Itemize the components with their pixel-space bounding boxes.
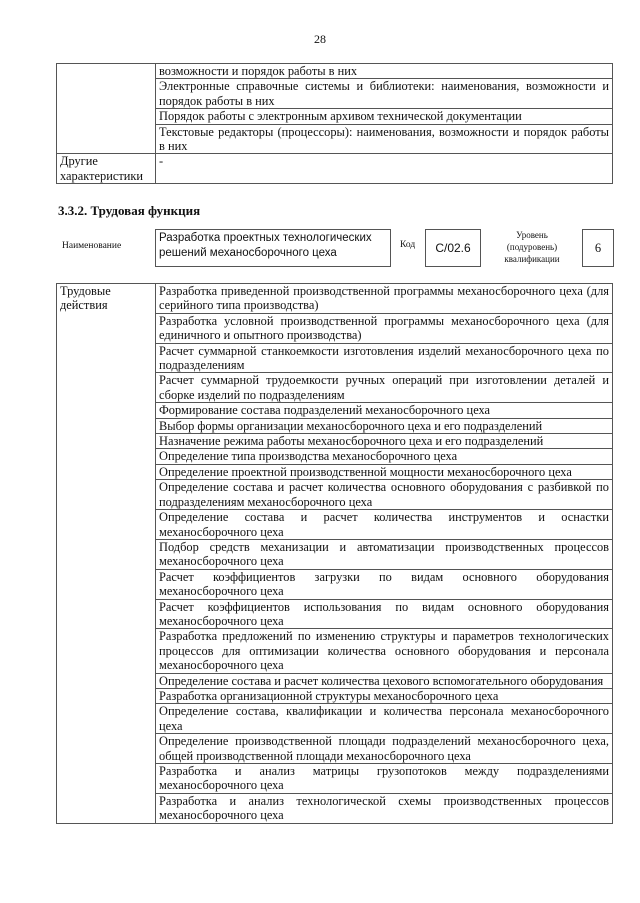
labor-action-item: Разработка предложений по изменению структуры и параметров технологических процессов для оптимизации количества основного оборудования и персонала механосборочного цеха bbox=[156, 629, 613, 673]
code-label: Код bbox=[400, 240, 416, 250]
table-row bbox=[57, 284, 613, 314]
table-cell: возможности и порядок работы в них bbox=[156, 64, 613, 79]
labor-action-item: Определение производственной площади подразделений механосборочного цеха, общей производственной площади механосборочного цеха bbox=[156, 734, 613, 764]
labor-action-item: Расчет суммарной трудоемкости ручных операций при изготовлении деталей и сборке изделий по подразделениям bbox=[156, 373, 613, 403]
section-heading: 3.3.2. Трудовая функция bbox=[58, 203, 201, 218]
labor-action-item: Определение состава и расчет количества цехового вспомогательного оборудования bbox=[156, 673, 613, 688]
labor-action-item: Расчет суммарной станкоемкости изготовления изделий механосборочного цеха по подразделениям bbox=[156, 343, 613, 373]
labor-action-item: Расчет коэффициентов использования по видам основного оборудования механосборочного цеха bbox=[156, 599, 613, 629]
labor-action-item: Назначение режима работы механосборочного цеха и его подразделений bbox=[156, 434, 613, 449]
function-name-box: Разработка проектных технологических решений механосборочного цеха bbox=[155, 229, 391, 267]
code-box: C/02.6 bbox=[425, 229, 481, 267]
labor-action-item: Разработка и анализ матрицы грузопотоков между подразделениями механосборочного цеха bbox=[156, 764, 613, 794]
table-cell: Текстовые редакторы (процессоры): наименования, возможности и порядок работы в них bbox=[156, 124, 613, 154]
qualification-level-label: Уровень (подуровень) квалификации bbox=[504, 230, 560, 264]
page-number: 28 bbox=[314, 32, 326, 46]
labor-action-item: Разработка условной производственной программы механосборочного цеха (для единичного и опытного производства) bbox=[156, 313, 613, 343]
labor-action-item: Подбор средств механизации и автоматизации производственных процессов механосборочного цеха bbox=[156, 539, 613, 569]
labor-action-item: Выбор формы организации механосборочного цеха и его подразделений bbox=[156, 418, 613, 433]
labor-action-item: Определение состава, квалификации и количества персонала механосборочного цеха bbox=[156, 704, 613, 734]
name-label: Наименование bbox=[62, 241, 122, 251]
labor-actions-table bbox=[56, 283, 613, 824]
table-row bbox=[57, 64, 613, 79]
row-label: Другие характеристики bbox=[57, 154, 156, 184]
row-label: Трудовые действия bbox=[57, 284, 156, 824]
table-cell: - bbox=[156, 154, 613, 184]
table-cell: Порядок работы с электронным архивом технической документации bbox=[156, 109, 613, 124]
labor-action-item: Разработка приведенной производственной программы механосборочного цеха (для серийного типа производства) bbox=[156, 284, 613, 314]
table-cell: Электронные справочные системы и библиотеки: наименования, возможности и порядок работы в них bbox=[156, 79, 613, 109]
knowledge-table-continued bbox=[56, 63, 613, 184]
labor-action-item: Разработка организационной структуры механосборочного цеха bbox=[156, 688, 613, 703]
labor-action-item: Определение проектной производственной мощности механосборочного цеха bbox=[156, 464, 613, 479]
labor-action-item: Определение состава и расчет количества основного оборудования с разбивкой по подразделениям механосборочного цеха bbox=[156, 480, 613, 510]
row-label bbox=[57, 64, 156, 154]
labor-action-item: Определение состава и расчет количества инструментов и оснастки механосборочного цеха bbox=[156, 510, 613, 540]
labor-action-item: Расчет коэффициентов загрузки по видам основного оборудования механосборочного цеха bbox=[156, 569, 613, 599]
labor-action-item: Определение типа производства механосборочного цеха bbox=[156, 449, 613, 464]
qualification-level-box: 6 bbox=[582, 229, 614, 267]
table-row bbox=[57, 154, 613, 184]
labor-action-item: Разработка и анализ технологической схемы производственных процессов механосборочного цеха bbox=[156, 793, 613, 823]
labor-action-item: Формирование состава подразделений механосборочного цеха bbox=[156, 403, 613, 418]
